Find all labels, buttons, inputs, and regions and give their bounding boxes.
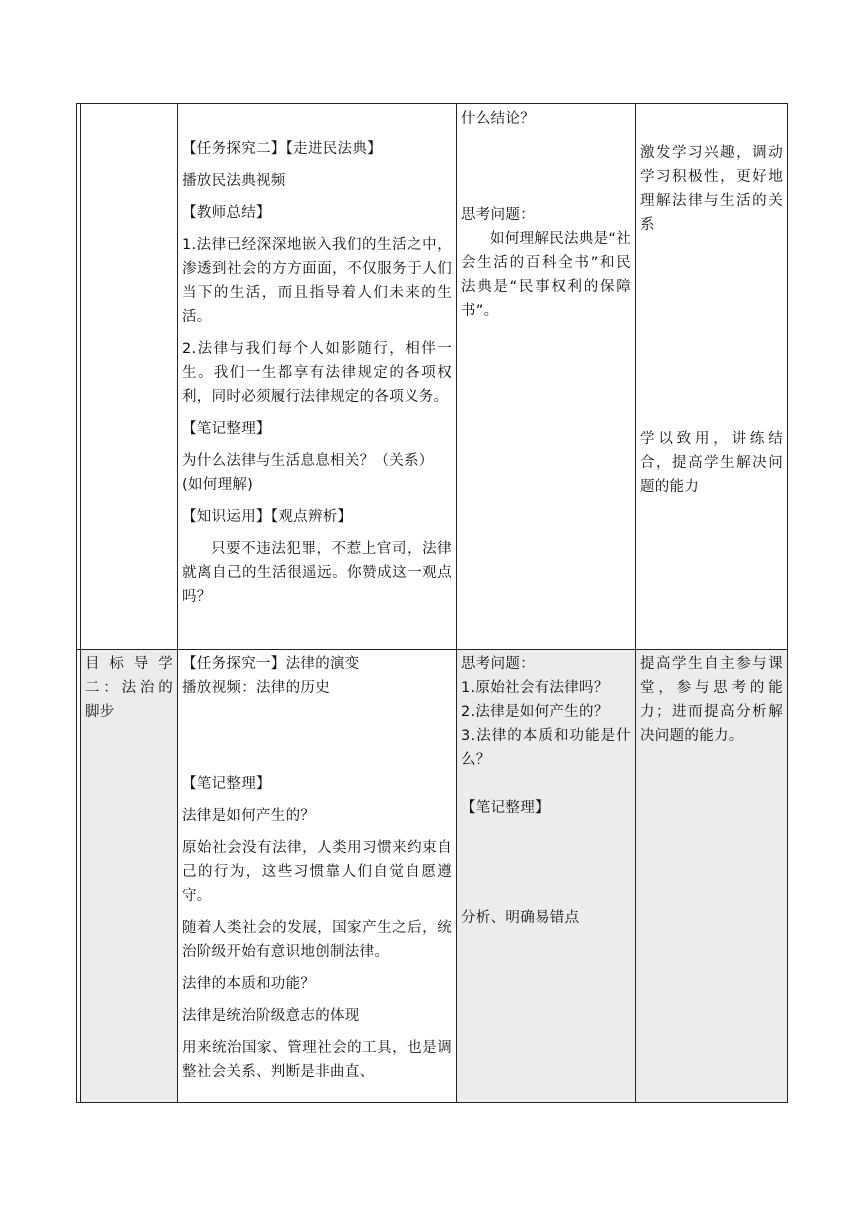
stage-cell [81,104,178,650]
task-heading: 【任务探究一】法律的演变 [182,656,360,672]
notes-answer-1: 原始社会没有法律，人类用习惯来约束自己的行为，这些习惯靠人们自觉自愿遵守。 [182,840,452,904]
think-question-3: 3.法律的本质和功能是什么？ [461,728,631,768]
task-heading: 【任务探究二】【走进民法典】 [182,141,382,157]
teacher-activity-cell [178,650,457,1103]
notes-heading: 【笔记整理】 [182,776,271,792]
summary-point-1: 1.法律已经深深地嵌入我们的生活之中，渗透到社会的方方面面，不仅服务于人们当下的生活，而且指导着人们未来的生活。 [182,237,452,325]
design-intent-cell [636,104,788,650]
think-question-2: 2.法律是如何产生的？ [461,704,609,720]
stage-title: 目标导学二：法治的脚步 [85,656,173,720]
think-question: 如何理解民法典是“社会生活的百科全书”和民法典是“民事权利的保障书”。 [461,231,632,319]
table-row [77,104,788,650]
lesson-plan-table [76,103,788,1103]
design-intent-2: 学以致用，讲练结合，提高学生解决问题的能力 [640,431,783,495]
teacher-activity-cell [178,104,457,650]
notes-question: 为什么法律与生活息息相关？（关系）(如何理解) [182,453,434,493]
design-intent-cell [636,650,788,1103]
think-label: 思考问题： [461,656,535,672]
teacher-summary-heading: 【教师总结】 [182,205,271,221]
play-video-text: 播放视频：法律的历史 [182,680,330,696]
notes-answer-2: 随着人类社会的发展，国家产生之后，统治阶级开始有意识地创制法律。 [182,920,452,960]
application-text: 只要不违法犯罪，不惹上官司，法律就离自己的生活很遥远。你赞成这一观点吗？ [182,541,452,605]
notes-heading: 【笔记整理】 [461,800,550,816]
table-row [77,650,788,1103]
student-activity-cell [457,650,636,1103]
notes-heading: 【笔记整理】 [182,421,271,437]
think-label: 思考问题： [461,207,535,223]
notes-answer-3: 法律是统治阶级意志的体现 [182,1008,360,1024]
design-intent: 提高学生自主参与课堂，参与思考的能力；进而提高分析解决问题的能力。 [640,656,783,744]
notes-question-1: 法律是如何产生的？ [182,808,316,824]
think-question-1: 1.原始社会有法律吗？ [461,680,609,696]
student-activity-cell [457,104,636,650]
analyze-text: 分析、明确易错点 [461,910,580,926]
notes-question-2: 法律的本质和功能？ [182,976,316,992]
summary-point-2: 2.法律与我们每个人如影随行，相伴一生。我们一生都享有法律规定的各项权利，同时必须履行法律规定的各项义务。 [182,341,452,405]
carry-over-text: 什么结论？ [461,111,535,127]
play-video-text: 播放民法典视频 [182,173,286,189]
stage-cell [81,650,178,1103]
notes-answer-4: 用来统治国家、管理社会的工具，也是调整社会关系、判断是非曲直、 [182,1040,452,1080]
application-heading: 【知识运用】【观点辨析】 [182,509,353,525]
design-intent-1: 激发学习兴趣，调动学习积极性，更好地理解法律与生活的关系 [640,145,783,233]
